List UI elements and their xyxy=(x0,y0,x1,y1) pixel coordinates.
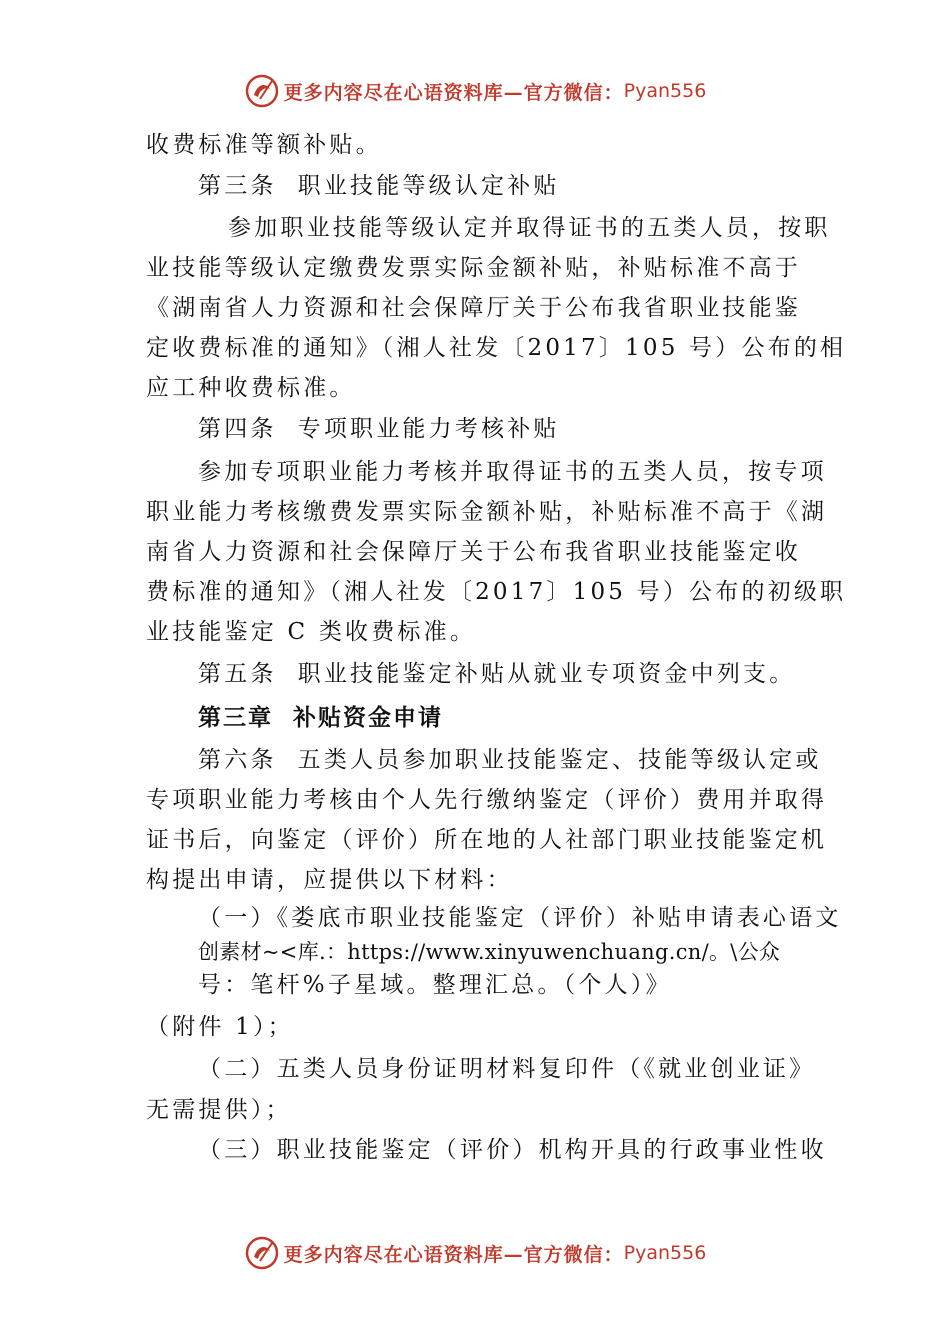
chapter-heading: 第三章 补贴资金申请 xyxy=(198,705,444,731)
text-line: 号：笔杆%子星域。整理汇总。（个人）》 xyxy=(198,972,672,998)
text-line: 参加职业技能等级认定并取得证书的五类人员，按职 xyxy=(228,215,831,241)
banner-text: 更多内容尽在心语资料库—官方微信： xyxy=(283,81,624,104)
article-heading: 第六条 五类人员参加职业技能鉴定、技能等级认定或 xyxy=(198,747,822,773)
text-line: 定收费标准的通知》（湘人社发〔2017〕105 号）公布的相 xyxy=(146,335,847,361)
text-line: 无需提供）； xyxy=(146,1097,292,1123)
text-line: 费标准的通知》（湘人社发〔2017〕105 号）公布的初级职 xyxy=(146,579,847,605)
banner-wechat-id: Pyan556 xyxy=(623,1242,707,1264)
list-item: （三）职业技能鉴定（评价）机构开具的行政事业性收 xyxy=(198,1137,827,1163)
text-line: 业技能鉴定 C 类收费标准。 xyxy=(146,619,477,645)
xinyu-logo-icon xyxy=(244,1235,280,1271)
list-item: （二）五类人员身份证明材料复印件（《就业创业证》 xyxy=(198,1056,816,1082)
banner-wechat-id: Pyan556 xyxy=(623,80,707,102)
text-line: 参加专项职业能力考核并取得证书的五类人员，按专项 xyxy=(198,459,827,485)
text-line: 职业能力考核缴费发票实际金额补贴，补贴标准不高于《湖 xyxy=(146,499,828,525)
article-heading: 第四条 专项职业能力考核补贴 xyxy=(198,416,560,442)
text-line: 证书后，向鉴定（评价）所在地的人社部门职业技能鉴定机 xyxy=(146,827,828,853)
text-line: 应工种收费标准。 xyxy=(146,375,356,401)
text-line: 南省人力资源和社会保障厅关于公布我省职业技能鉴定收 xyxy=(146,539,801,565)
text-line: （附件 1）； xyxy=(146,1014,294,1040)
watermark-line: 创素材~<库.：https://www.xinyuwenchuang.cn/。\公众 xyxy=(198,940,781,964)
text-line: 构提出申请，应提供以下材料： xyxy=(146,867,513,893)
xinyu-logo-icon xyxy=(244,73,280,109)
text-line: 收费标准等额补贴。 xyxy=(146,132,382,158)
footer-banner xyxy=(0,1228,950,1278)
text-line: 专项职业能力考核由个人先行缴纳鉴定（评价）费用并取得 xyxy=(146,787,828,813)
article-heading: 第三条 职业技能等级认定补贴 xyxy=(198,173,560,199)
banner-text: 更多内容尽在心语资料库—官方微信： xyxy=(283,1243,624,1266)
list-item: （一）《娄底市职业技能鉴定（评价）补贴申请表心语文 xyxy=(198,905,842,931)
text-line: 《湖南省人力资源和社会保障厅关于公布我省职业技能鉴 xyxy=(146,295,801,321)
text-line: 业技能等级认定缴费发票实际金额补贴，补贴标准不高于 xyxy=(146,255,801,281)
header-banner xyxy=(0,66,950,116)
article-heading: 第五条 职业技能鉴定补贴从就业专项资金中列支。 xyxy=(198,661,796,687)
